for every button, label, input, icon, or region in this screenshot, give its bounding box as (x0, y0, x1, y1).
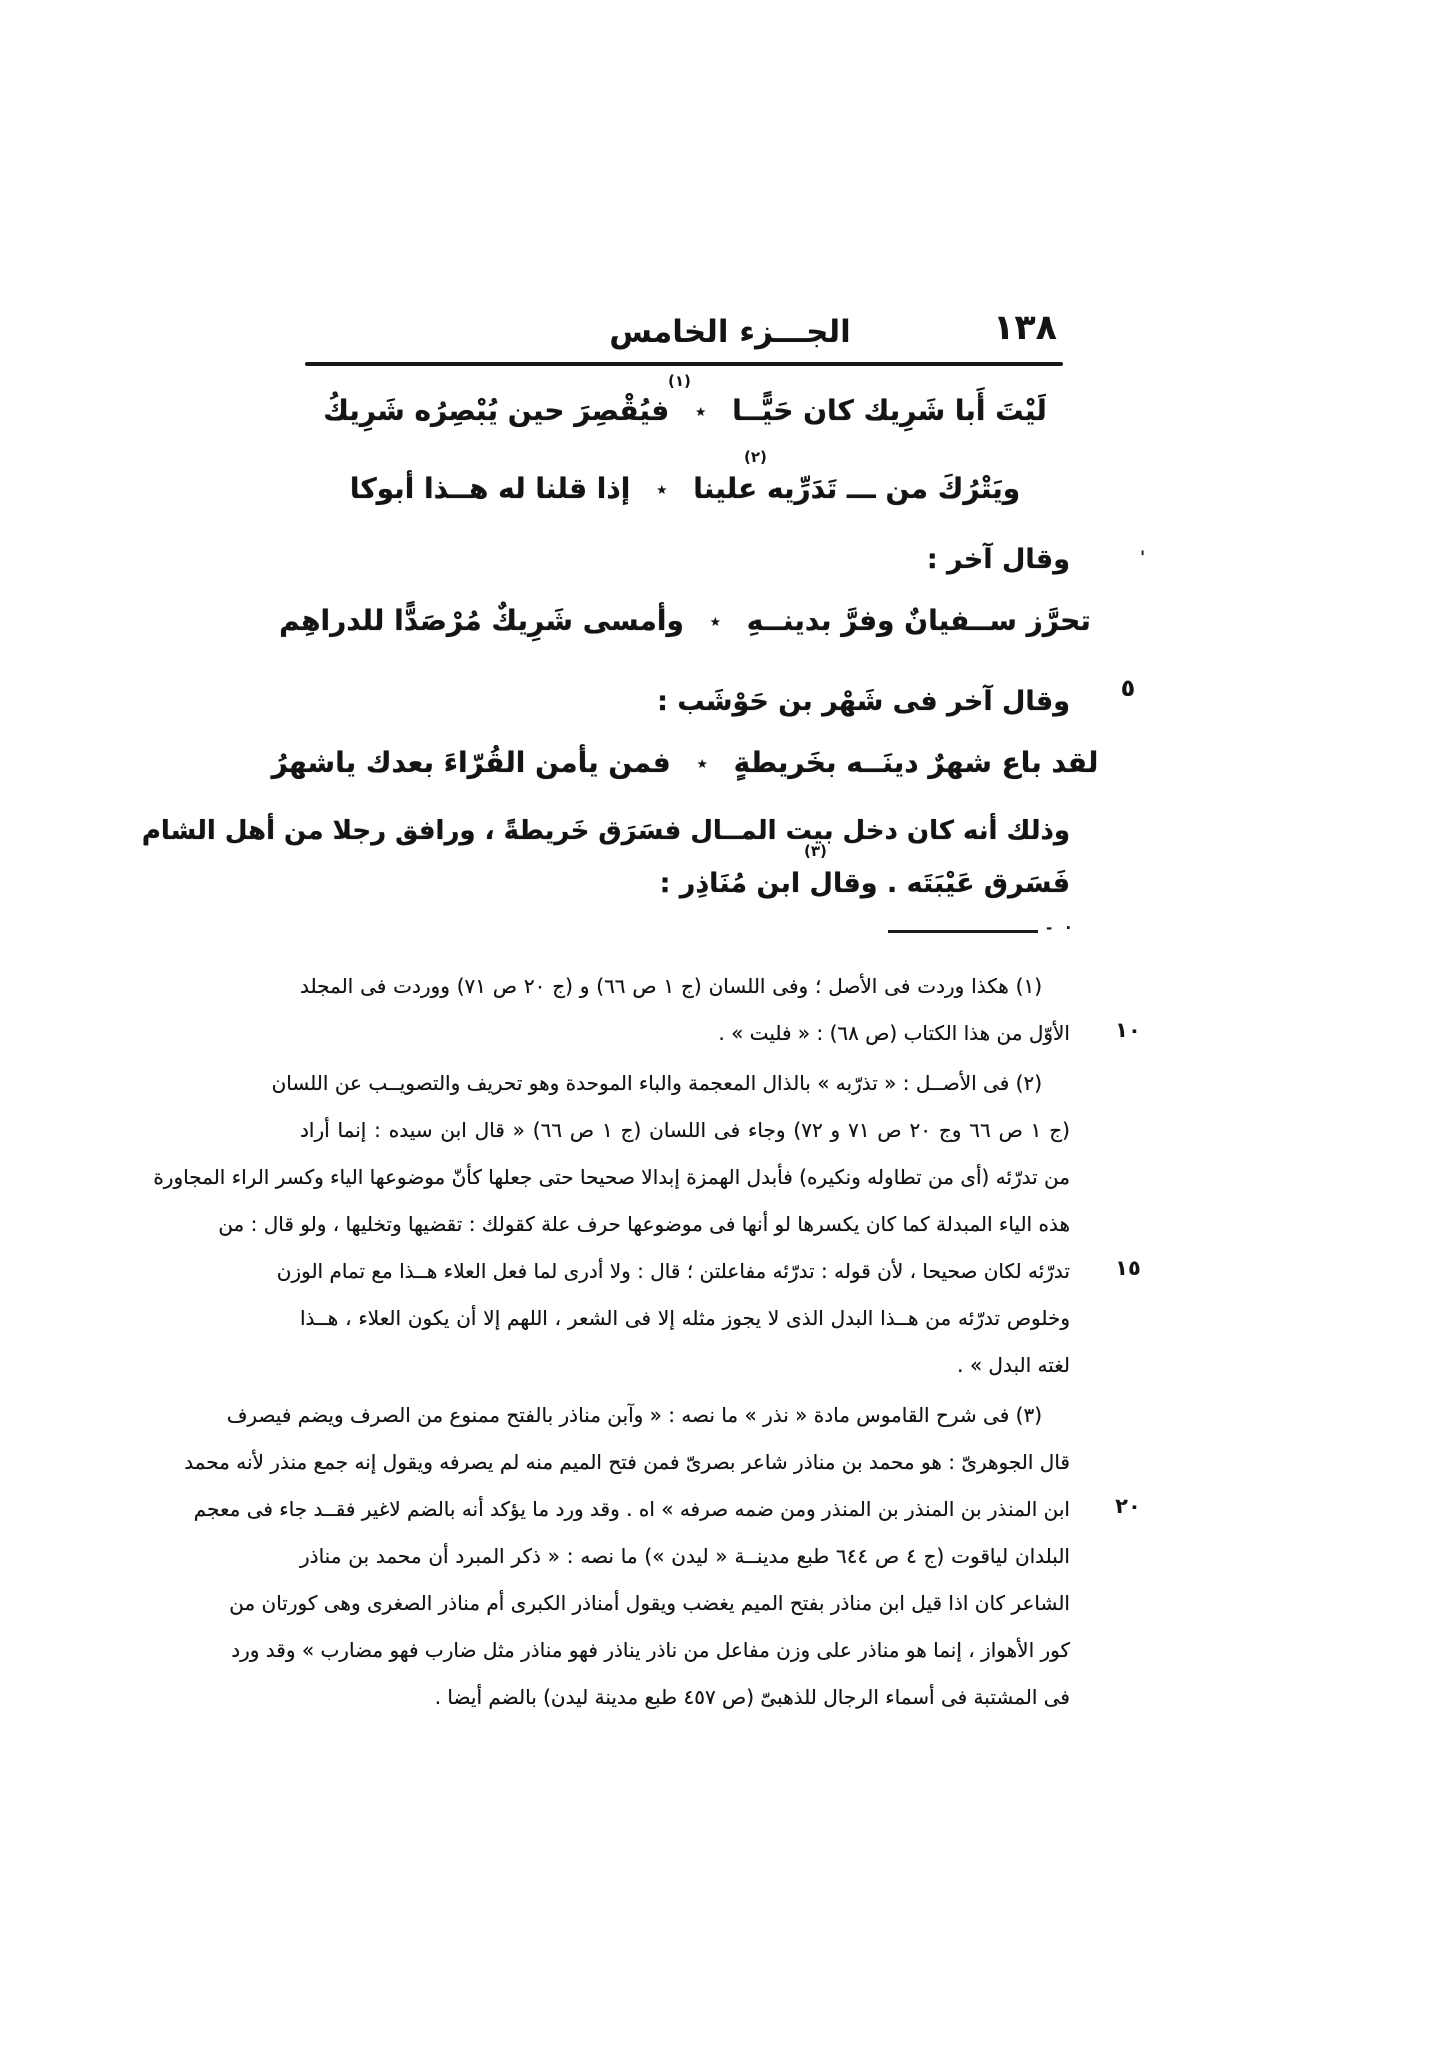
margin-line-number-20: ٢٠ (1115, 1494, 1141, 1518)
verse4-hemistich-right: لقد باع شهرٌ دينَــه بخَريطةٍ (733, 746, 1099, 779)
margin-line-number-10: ١٠ (1115, 1018, 1141, 1042)
verse3-separator-star: ٭ (709, 608, 721, 633)
verse1-hemistich-left: فيُقْصِرَ حين يُبْصِرُه شَرِيكُ (323, 394, 670, 427)
said-another-label: وقال آخر : (926, 544, 1070, 575)
footnote-ref-2-marker: (٢) (744, 448, 767, 466)
footnote-2-line-1: (٢) فى الأصــل : « تذرّبه » بالذال المعجمة والباء الموحدة وهو تحريف والتصويــب عن اللسان (271, 1071, 1042, 1095)
verse3-hemistich-left: وأمسى شَرِيكٌ مُرْصَدًّا للدراهِم (279, 604, 684, 637)
footnote-separator-line (888, 930, 1038, 933)
verse1-separator-star: ٭ (695, 398, 707, 423)
prose-line-2: فَسَرق عَيْبَتَه . وقال ابن مُنَاذِر : (659, 868, 1070, 899)
footnote-3-line-2: قال الجوهرىّ : هو محمد بن مناذر شاعر بصرىّ فمن فتح الميم منه لم يصرفه ويقول إنه جمع منذر لأنه محمد (184, 1450, 1070, 1474)
page-number: ١٣٨ (992, 308, 1058, 348)
volume-title: الجـــزء الخامس (609, 314, 851, 350)
prose-line-1: وذلك أنه كان دخل بيت المــال فسَرَق خَريطةً ، ورافق رجلا من أهل الشام (141, 816, 1070, 846)
verse4-hemistich-left: فمن يأمن القُرّاءَ بعدك ياشهرُ (271, 746, 671, 779)
footnote-3-line-4: البلدان لياقوت (ج ٤ ص ٦٤٤ طبع مدينــة « ليدن ») ما نصه : « ذكر المبرد أن محمد بن مناذر (300, 1544, 1070, 1568)
footnote-2-line-6: وخلوص تدرّئه من هــذا البدل الذى لا يجوز مثله إلا فى الشعر ، اللهم إلا أن يكون العلاء ، هــذا (300, 1306, 1070, 1330)
footnote-ref-1-marker: (١) (668, 372, 691, 390)
margin-line-number-15: ١٥ (1115, 1256, 1141, 1280)
footnote-separator-marks: - · (1046, 919, 1076, 937)
footnote-1-line-2: الأوّل من هذا الكتاب (ص ٦٨) : « فليت » . (718, 1021, 1070, 1045)
footnote-2-line-4: هذه الياء المبدلة كما كان يكسرها لو أنها فى موضوعها حرف علة كقولك : تقضيها وتخليها ، ولو قال : من (218, 1212, 1070, 1236)
verse2-separator-star: ٭ (656, 476, 668, 501)
verse4-separator-star: ٭ (696, 750, 708, 775)
verse-line-3 (279, 604, 1091, 637)
footnote-3-line-5: الشاعر كان اذا قيل ابن مناذر بفتح الميم يغضب ويقول أمناذر الكبرى أم مناذر الصغرى وهى كورتان من (229, 1591, 1070, 1615)
footnote-ref-3-marker: (٣) (804, 842, 827, 860)
footnote-2-line-7: لغته البدل » . (957, 1353, 1070, 1377)
footnote-1-line-1: (١) هكذا وردت فى الأصل ؛ وفى اللسان (ج ١ ص ٦٦) و (ج ٢٠ ص ٧١) ووردت فى المجلد (300, 974, 1042, 998)
footnote-2-line-2: (ج ١ ص ٦٦ وج ٢٠ ص ٧١ و ٧٢) وجاء فى اللسان (ج ١ ص ٦٦) « قال ابن سيده : إنما أراد (300, 1118, 1070, 1142)
said-another-shahr-label: وقال آخر فى شَهْر بن حَوْشَب : (657, 686, 1070, 717)
header-rule (305, 362, 1063, 366)
verse-line-4 (271, 746, 1099, 779)
verse-line-1 (300, 394, 1070, 427)
footnote-3-line-3: ابن المنذر بن المنذر بن المنذر ومن ضمه صرفه » اه . وقد ورد ما يؤكد أنه بالضم لاغير فقــد جاء فى معجم (193, 1497, 1070, 1521)
verse-line-2 (300, 472, 1070, 505)
verse3-hemistich-right: تحرَّز ســفيانٌ وفرَّ بدينــهِ (746, 604, 1091, 637)
footnote-2-line-5: تدرّئه لكان صحيحا ، لأن قوله : تدرّئه مفاعلتن ؛ قال : ولا أدرى لما فعل العلاء هــذا مع تمام الوزن (276, 1259, 1070, 1283)
verse1-hemistich-right: لَيْتَ أَبا شَرِيك كان حَيًّــا (732, 394, 1047, 427)
stray-ink-mark: ' (1140, 548, 1146, 568)
footnote-2-line-3: من تدرّئه (أى من تطاوله ونكيره) فأبدل الهمزة إبدالا صحيحا حتى جعلها كأنّ موضوعها الياء وكسر الراء المجاورة (153, 1165, 1070, 1189)
margin-line-number-5: ٥ (1120, 674, 1136, 702)
footnote-3-line-6: كور الأهواز ، إنما هو مناذر على وزن مفاعل من ناذر يناذر فهو مناذر مثل ضارب فهو مضارب » وقد ورد (231, 1638, 1070, 1662)
footnote-3-line-1: (٣) فى شرح القاموس مادة « نذر » ما نصه : « وآبن مناذر بالفتح ممنوع من الصرف ويضم فيصرف (226, 1403, 1042, 1427)
footnote-3-line-7: فى المشتبة فى أسماء الرجال للذهبىّ (ص ٤٥٧ طبع مدينة ليدن) بالضم أيضا . (434, 1685, 1070, 1709)
verse2-hemistich-right: ويَتْرُكَ من ـــ تَدَرِّيه علينا (693, 472, 1021, 505)
verse2-hemistich-left: إذا قلنا له هــذا أبوكا (349, 472, 631, 505)
